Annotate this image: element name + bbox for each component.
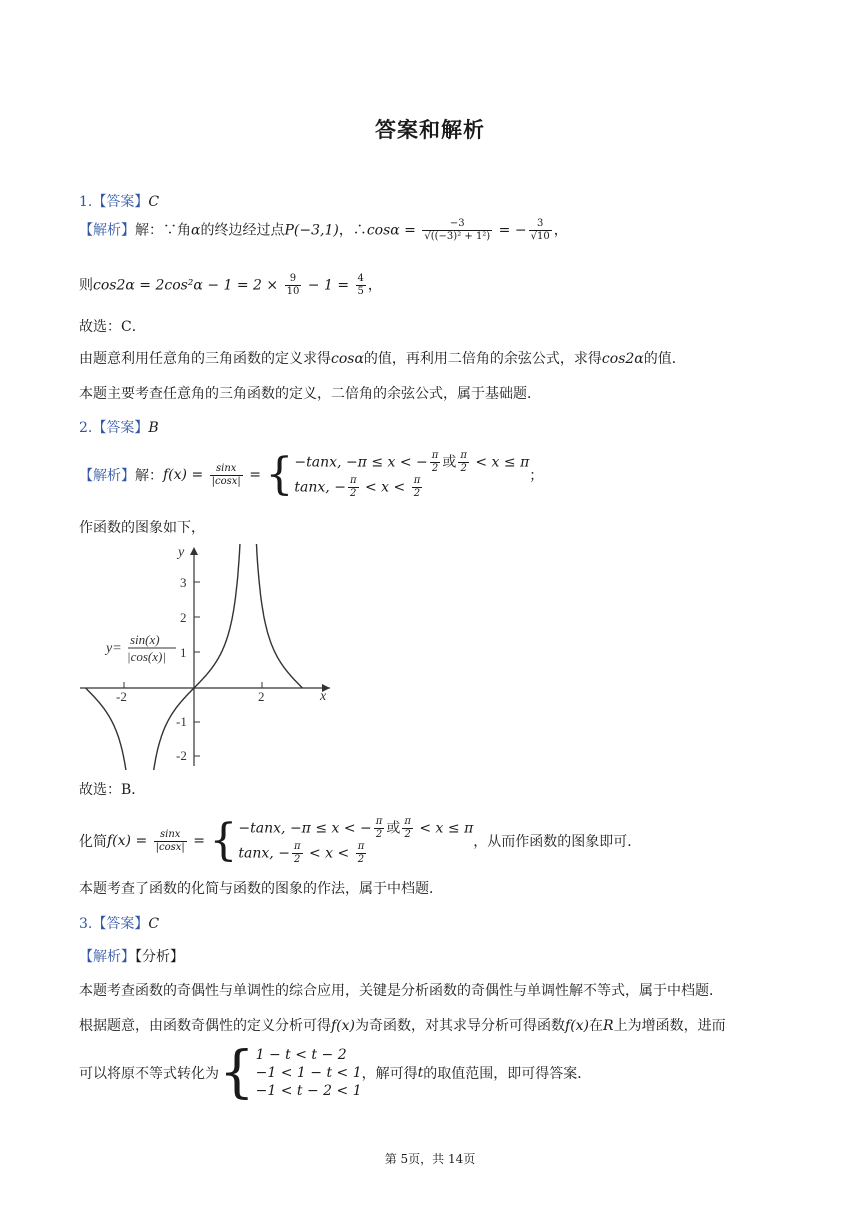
q2-number: 2. xyxy=(79,420,93,436)
q3-answer-tag: 【答案】 xyxy=(92,916,149,932)
q3-explanation-2 xyxy=(79,1015,726,1035)
q2-pi2-num: π xyxy=(460,450,467,461)
q1-fraction-1 xyxy=(422,218,492,243)
q2-case1-a: −tanx, −π ≤ x < − xyxy=(238,820,372,837)
q2-pi2 xyxy=(348,475,359,500)
q1-answer: C xyxy=(148,194,160,210)
q2-pi2-num: π xyxy=(413,475,421,486)
q2-pi2-den: 2 xyxy=(460,463,467,474)
q2-pi2 xyxy=(374,816,385,841)
q1-math-eq2: = − xyxy=(494,222,527,239)
q2-case1-a: −tanx, −π ≤ x < − xyxy=(294,454,428,471)
q1-frac4-den: 5 xyxy=(357,286,364,297)
q1-math-cos2a: cos2α = 2cos²α − 1 = 2 × xyxy=(93,277,283,294)
q2-solution-line xyxy=(79,450,543,500)
q2-pi2-num: π xyxy=(375,816,383,827)
page-title: 答案和解析 xyxy=(375,118,485,142)
q2-case-1 xyxy=(238,816,473,841)
q2-case-2 xyxy=(238,841,473,866)
q3-summary-tag: 【分析】 xyxy=(135,949,184,965)
q2-text: ，从而作函数的图象即可． xyxy=(473,834,642,850)
q2-math-fx: f(x) = xyxy=(163,467,208,483)
q2-case2-a: tanx, − xyxy=(294,479,346,496)
q2-pi2 xyxy=(356,841,367,866)
q2-case-1 xyxy=(294,450,529,475)
q1-analysis-tag: 【解析】 xyxy=(79,222,135,239)
q3-text: 在 xyxy=(589,1018,604,1034)
q2-frac-num: sinx xyxy=(154,829,187,842)
q2-frac-den: |cosx| xyxy=(211,475,241,487)
q2-semicolon: ； xyxy=(529,468,544,484)
q1-text: 解：∵角 xyxy=(135,222,191,239)
formula-lhs: y= xyxy=(106,641,122,656)
x-tick-label: 2 xyxy=(258,689,265,704)
q3-inequality: −1 < t − 2 < 1 xyxy=(255,1083,362,1099)
y-ticks xyxy=(194,582,200,756)
q3-inequality: −1 < 1 − t < 1 xyxy=(255,1065,362,1081)
q2-cases xyxy=(294,450,529,500)
q1-text: 的值． xyxy=(643,351,686,367)
q2-explanation: 本题考查了函数的化简与函数的图象的作法，属于中档题． xyxy=(79,881,443,897)
q2-math-fx: f(x) = xyxy=(107,833,152,849)
q1-text: ， xyxy=(553,222,568,239)
q1-math-eq: = xyxy=(399,222,421,239)
q2-case-2 xyxy=(294,475,529,500)
q3-answer: C xyxy=(148,916,160,932)
q2-eq: = xyxy=(188,833,210,849)
q1-text: 的终边经过点 xyxy=(200,222,285,239)
q3-answer-line xyxy=(79,913,159,933)
q2-fraction xyxy=(154,829,187,854)
q1-text: ，∴ xyxy=(338,222,367,239)
q2-pi2-num: π xyxy=(293,841,301,852)
q3-inequality-system xyxy=(256,1046,362,1100)
q2-case1-or: 或 xyxy=(442,454,457,471)
q3-explanation-1: 本题考查函数的奇偶性与单调性的综合应用，关键是分析函数的奇偶性与单调性解不等式，属于中档题． xyxy=(79,983,723,999)
q2-case2-a: tanx, − xyxy=(238,845,290,862)
q3-text: 可以将原不等式转化为 xyxy=(79,1066,219,1082)
q3-text: 为奇函数，对其求导分析可得函数 xyxy=(355,1018,566,1034)
q2-graph-intro: 作函数的图象如下， xyxy=(79,520,205,536)
function-graph xyxy=(78,544,340,770)
q2-pi2-den: 2 xyxy=(375,829,383,840)
q1-fraction-4 xyxy=(356,273,366,298)
q1-text: 的值，再利用二倍角的余弦公式，求得 xyxy=(363,351,602,367)
q2-pi2 xyxy=(458,450,469,475)
q1-math-minus: − 1 = xyxy=(303,277,354,294)
q2-brace: { xyxy=(265,449,294,500)
q3-text: 根据题意，由函数奇偶性的定义分析可得 xyxy=(79,1018,331,1034)
q1-solution-line2 xyxy=(79,273,382,298)
q2-pi2 xyxy=(430,450,441,475)
q2-pi2-num: π xyxy=(349,475,357,486)
q2-eq: = xyxy=(244,467,266,483)
q2-frac-num: sinx xyxy=(210,463,243,476)
q1-frac1-den: √((−3)² + 1²) xyxy=(424,231,491,242)
q1-answer-tag: 【答案】 xyxy=(92,194,149,210)
q3-math-t: t xyxy=(417,1065,424,1081)
q2-pi2 xyxy=(292,841,303,866)
formula-denominator: |cos(x)| xyxy=(127,649,166,664)
q1-math-point: P(−3,1) xyxy=(284,222,339,239)
x-axis-label: x xyxy=(320,689,327,704)
q3-text: ，解可得 xyxy=(361,1066,418,1082)
q1-frac2-den: √10 xyxy=(530,231,550,242)
y-axis-arrow-icon xyxy=(190,547,198,555)
y-tick-label: -2 xyxy=(176,748,187,763)
y-tick-label: 3 xyxy=(180,575,187,590)
q1-fraction-3 xyxy=(285,273,302,298)
q2-choice: 故选：B． xyxy=(79,782,146,798)
y-tick-label: 1 xyxy=(180,645,187,660)
q2-pi2-den: 2 xyxy=(357,854,365,865)
q2-pi2-num: π xyxy=(431,450,439,461)
q3-text: 的取值范围，即可得答案． xyxy=(423,1066,592,1082)
q3-explanation-3 xyxy=(79,1040,592,1105)
q2-case2-b: < x < xyxy=(304,845,354,862)
q3-math-fx: f(x) xyxy=(565,1018,590,1034)
q3-analysis-tag: 【解析】 xyxy=(79,949,135,965)
q3-text: 上为增函数，进而 xyxy=(613,1018,726,1034)
formula-numerator: sin(x) xyxy=(130,632,160,647)
q2-pi2 xyxy=(402,816,413,841)
q1-frac1-num: −3 xyxy=(422,218,492,231)
q1-text: ， xyxy=(367,277,382,294)
q2-answer-tag: 【答案】 xyxy=(92,420,149,436)
q1-solution-line1 xyxy=(79,218,568,243)
q2-case1-c: < x ≤ π xyxy=(470,454,530,471)
q2-cases xyxy=(238,816,473,866)
x-ticks xyxy=(124,682,262,688)
q3-tags xyxy=(79,946,184,966)
y-tick-label: -1 xyxy=(176,714,187,729)
q1-frac3-num: 9 xyxy=(285,273,302,286)
q1-explanation-1 xyxy=(79,348,686,368)
q2-pi2-den: 2 xyxy=(350,488,357,499)
q1-math-cos2a: cos2α xyxy=(601,351,644,367)
q2-text: 化简 xyxy=(79,834,107,850)
q1-text: 由题意利用任意角的三角函数的定义求得 xyxy=(79,351,331,367)
q2-simplify-line xyxy=(79,816,641,866)
y-axis-label: y xyxy=(178,545,185,560)
q1-fraction-2 xyxy=(529,218,552,243)
x-tick-label: -2 xyxy=(116,689,127,704)
q1-explanation-2: 本题主要考查任意角的三角函数的定义，二倍角的余弦公式，属于基础题． xyxy=(79,386,541,402)
q3-math-fx: f(x) xyxy=(331,1018,356,1034)
q1-number: 1. xyxy=(79,194,93,210)
q2-pi2-den: 2 xyxy=(431,463,439,474)
q2-case1-c: < x ≤ π xyxy=(414,820,474,837)
q1-answer-line xyxy=(79,191,159,211)
y-tick-label: 2 xyxy=(180,610,187,625)
q1-math-cos: cosα xyxy=(331,351,364,367)
q2-fraction xyxy=(210,463,243,488)
curve-branch-right xyxy=(256,544,303,688)
q1-frac4-num: 4 xyxy=(357,273,364,284)
q2-frac-den: |cosx| xyxy=(155,841,185,853)
q2-pi2-den: 2 xyxy=(413,488,421,499)
q1-text: 则 xyxy=(79,277,93,294)
q1-frac2-num: 3 xyxy=(529,218,552,231)
q2-case1-or: 或 xyxy=(386,820,401,837)
q2-case2-b: < x < xyxy=(360,479,410,496)
q2-answer: B xyxy=(148,420,159,436)
q3-inequality: 1 − t < t − 2 xyxy=(255,1047,347,1063)
page-footer: 第 5页，共 14页 xyxy=(384,1152,476,1166)
q3-math-r: R xyxy=(603,1018,614,1034)
q2-pi2-num: π xyxy=(404,816,411,827)
q2-pi2-num: π xyxy=(357,841,365,852)
q2-answer-line xyxy=(79,417,159,437)
q2-pi2-den: 2 xyxy=(404,829,411,840)
q2-pi2-den: 2 xyxy=(294,854,301,865)
q1-math-alpha: α xyxy=(191,222,201,239)
q2-pi2 xyxy=(412,475,423,500)
q1-frac3-den: 10 xyxy=(286,286,300,297)
q1-math-cos: cosα xyxy=(366,222,400,239)
q1-choice: 故选：C． xyxy=(79,319,146,335)
q3-brace: { xyxy=(219,1040,255,1105)
q2-brace: { xyxy=(209,815,238,866)
q3-number: 3. xyxy=(79,916,93,932)
q2-analysis-tag: 【解析】 xyxy=(79,468,135,484)
q2-text: 解： xyxy=(135,468,163,484)
